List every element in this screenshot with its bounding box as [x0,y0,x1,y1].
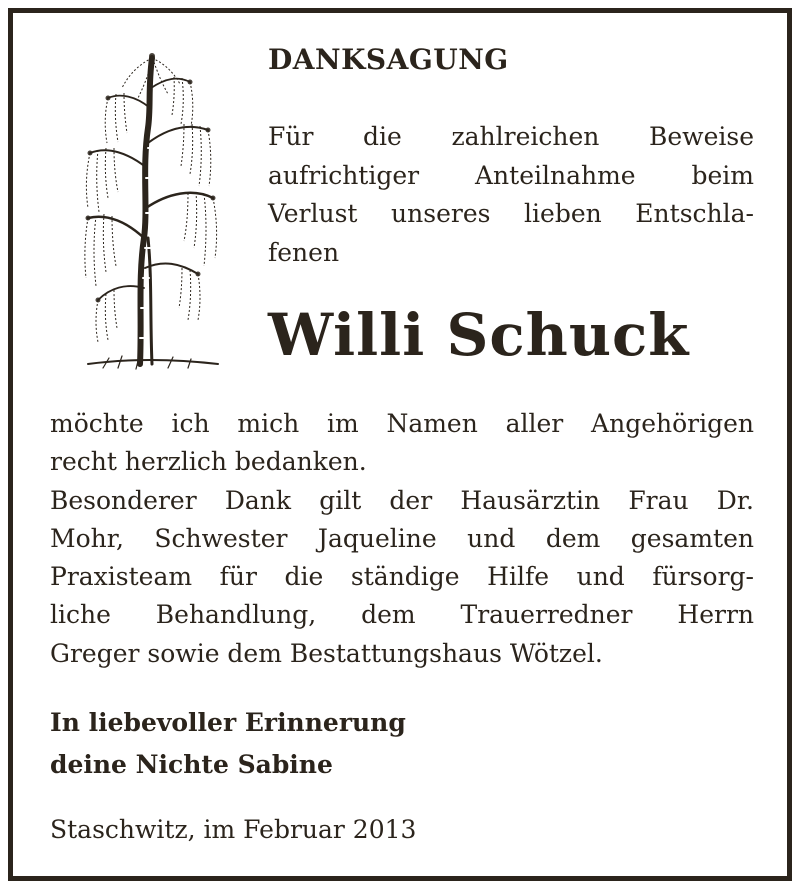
closing-signature [50,702,406,786]
heading-title: DANKSAGUNG [268,43,509,76]
intro-line: aufrichtiger Anteilnahme beim [268,160,754,190]
body-line: liche Behandlung, dem Trauerredner Herrn [50,600,754,630]
intro-line: Für die zahlreichen Beweise [268,122,754,151]
closing-line: In liebevoller Erinnerung [50,708,406,737]
intro-line: Verlust unseres lieben Entschla- [268,199,754,228]
closing-line: deine Nichte Sabine [50,750,333,779]
body-line: Mohr, Schwester Jaqueline und dem gesamten [50,523,754,553]
birch-tree-icon [48,38,248,378]
body-line: möchte ich mich im Namen aller Angehörigen [50,409,754,438]
intro-text [268,118,754,272]
body-line: recht herzlich bedanken. [50,447,367,477]
intro-line: fenen [268,237,340,267]
place-date: Staschwitz, im Februar 2013 [50,815,417,844]
body-line: Praxisteam für die ständige Hilfe und fürsorg- [50,562,754,592]
body-line: Greger sowie dem Bestattungshaus Wötzel. [50,638,603,668]
deceased-name: Willi Schuck [268,301,690,369]
body-line: Besonderer Dank gilt der Hausärztin Frau Dr. [50,485,754,515]
body-text [50,405,754,673]
